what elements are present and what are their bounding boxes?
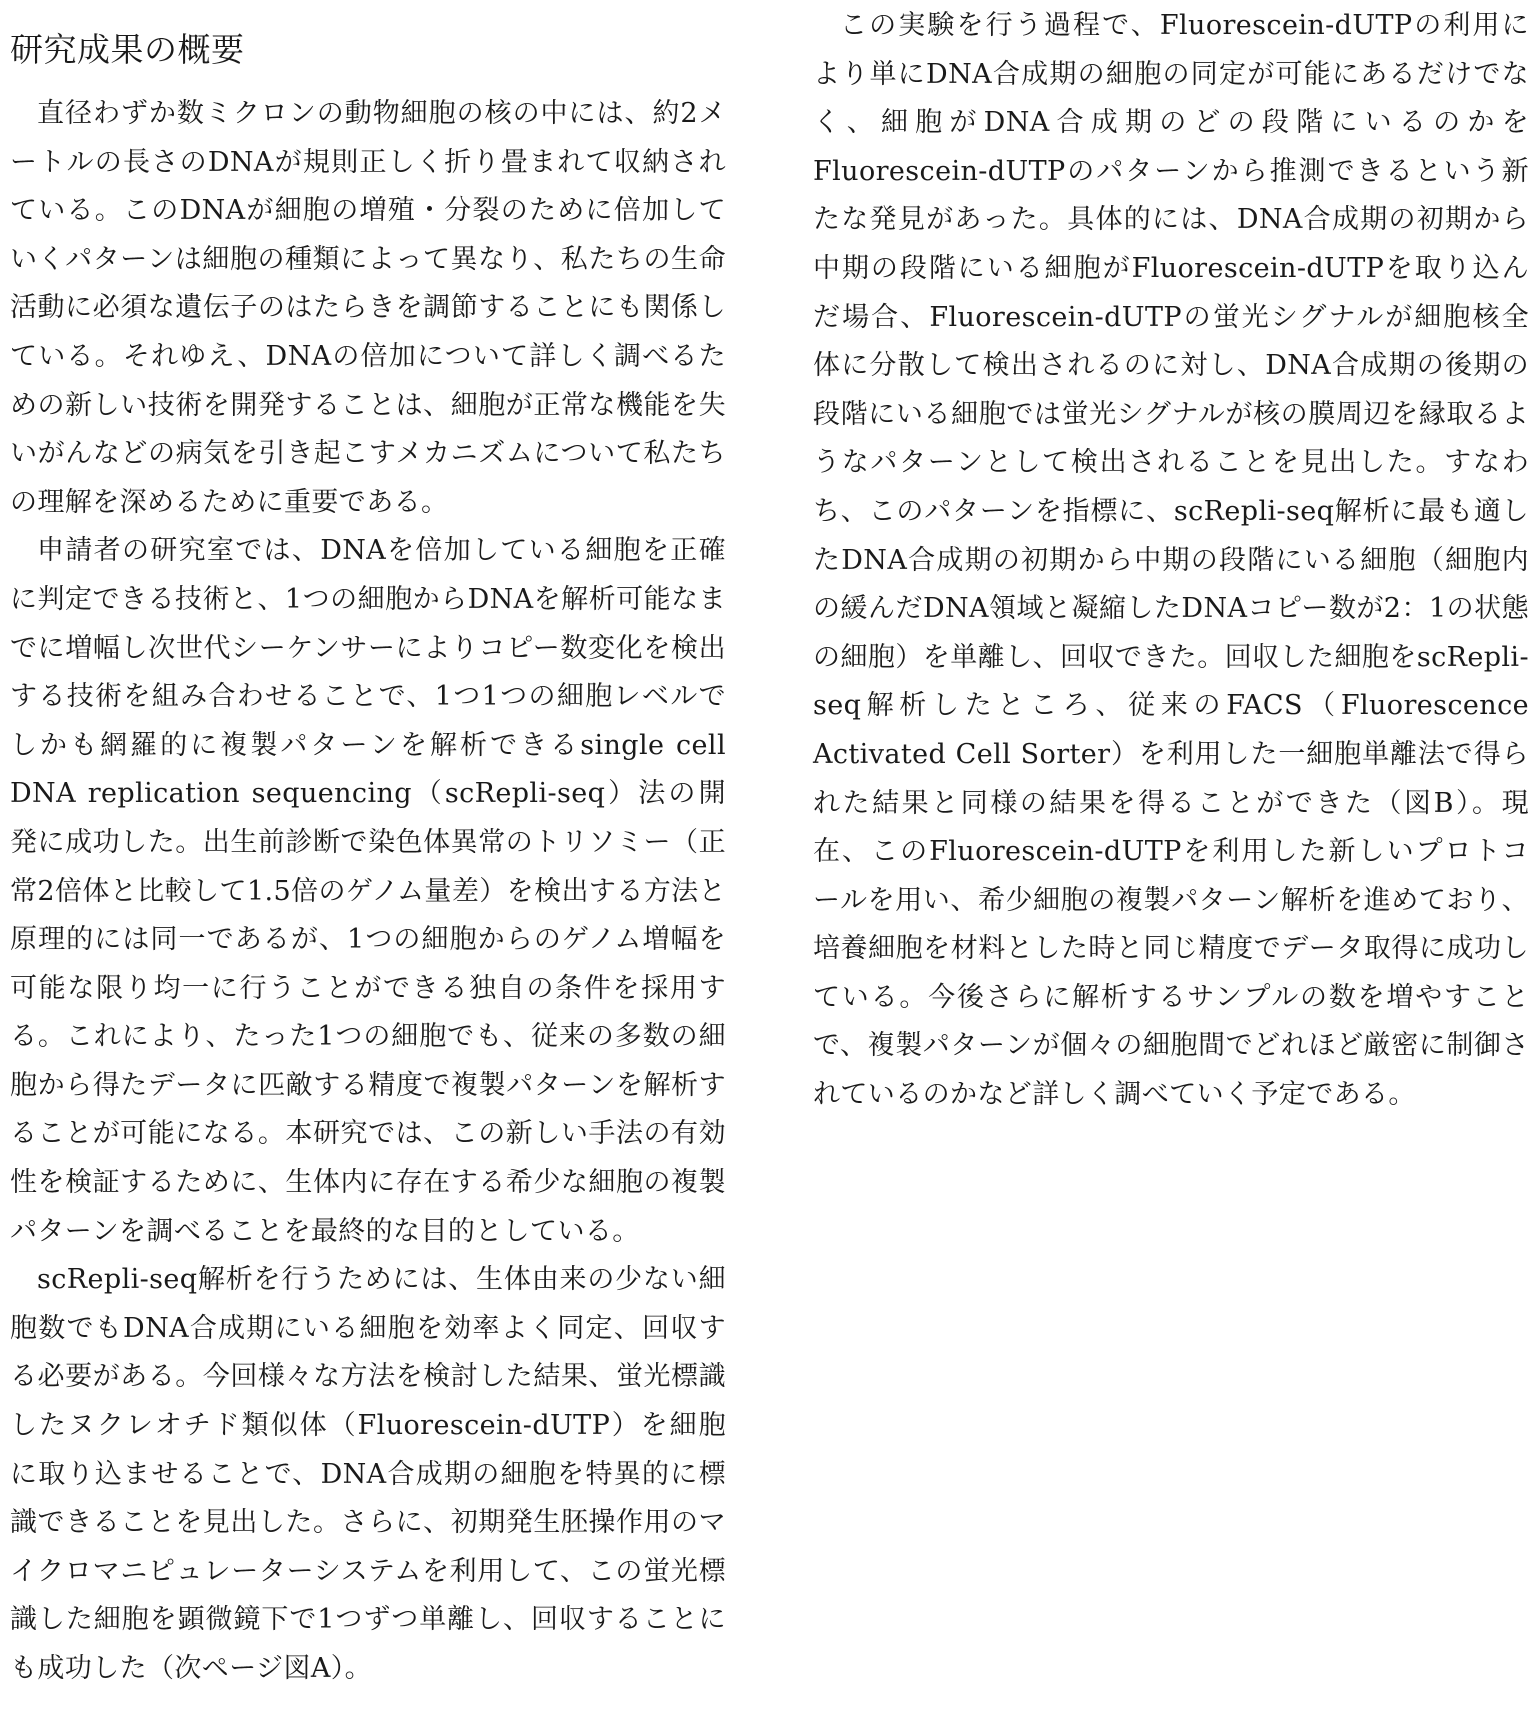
paragraph-findings: この実験を行う過程で、Fluorescein-dUTPの利用により単にDNA合成期の細胞の同定が可能にあるだけでなく、細胞がDNA合成期のどの段階にいるのかをFluorescein-dUTPのパターンから推測できるという新たな発見があった。具体的には、DNA合成期の初期から中期の段階にいる細胞がFluorescein-dUTPを取り込んだ場合、Fluorescein-dUTPの蛍光シグナルが細胞核全体に分散して検出されるのに対し、DNA合成期の後期の段階にいる細胞では蛍光シグナルが核の膜周辺を縁取るようなパターンとして検出されることを見出した。すなわち、このパターンを指標に、scRepli-seq解析に最も適したDNA合成期の初期から中期の段階にいる細胞（細胞内の緩んだDNA領域と凝縮したDNAコピー数が2：1の状態の細胞）を単離し、回収できた。回収した細胞をscRepli-seq解析したところ、従来のFACS（Fluorescence Activated Cell Sorter）を利用した一細胞単離法で得られた結果と同様の結果を得ることができた（図B）。現在、このFluorescein-dUTPを利用した新しいプロトコールを用い、希少細胞の複製パターン解析を進めており、培養細胞を材料とした時と同じ精度でデータ取得に成功している。今後さらに解析するサンプルの数を増やすことで、複製パターンが個々の細胞間でどれほど厳密に制御されているのかなど詳しく調べていく予定である。	[813, 10, 1529, 1111]
left-column	[10, 24, 726, 1694]
right-column	[813, 2, 1529, 1120]
paragraph-fluorescein-labeling: scRepli-seq解析を行うためには、生体由来の少ない細胞数でもDNA合成期にいる細胞を効率よく同定、回収する必要がある。今回様々な方法を検討した結果、蛍光標識したヌクレオチド類似体（Fluorescein-dUTP）を細胞に取り込ませることで、DNA合成期の細胞を特異的に標識できることを見出した。さらに、初期発生胚操作用のマイクロマニピュレーターシステムを利用して、この蛍光標識した細胞を顕微鏡下で1つずつ単離し、回収することにも成功した（次ページ図A）。	[10, 1264, 726, 1684]
section-title: 研究成果の概要	[10, 30, 245, 69]
paragraph-screpli-seq-development: 申請者の研究室では、DNAを倍加している細胞を正確に判定できる技術と、1つの細胞からDNAを解析可能なまでに増幅し次世代シーケンサーによりコピー数変化を検出する技術を組み合わせることで、1つ1つの細胞レベルでしかも網羅的に複製パターンを解析できるsingle cell DNA replication sequencing（scRepli-seq）法の開発に成功した。出生前診断で染色体異常のトリソミー（正常2倍体と比較して1.5倍のゲノム量差）を検出する方法と原理的には同一であるが、1つの細胞からのゲノム増幅を可能な限り均一に行うことができる独自の条件を採用する。これにより、たった1つの細胞でも、従来の多数の細胞から得たデータに匹敵する精度で複製パターンを解析することが可能になる。本研究では、この新しい手法の有効性を検証するために、生体内に存在する希少な細胞の複製パターンを調べることを最終的な目的としている。	[10, 535, 726, 1247]
paragraph-intro: 直径わずか数ミクロンの動物細胞の核の中には、約2メートルの長さのDNAが規則正しく折り畳まれて収納されている。このDNAが細胞の増殖・分裂のために倍加していくパターンは細胞の種類によって異なり、私たちの生命活動に必須な遺伝子のはたらきを調節することにも関係している。それゆえ、DNAの倍加について詳しく調べるための新しい技術を開発することは、細胞が正常な機能を失いがんなどの病気を引き起こすメカニズムについて私たちの理解を深めるために重要である。	[10, 98, 726, 518]
